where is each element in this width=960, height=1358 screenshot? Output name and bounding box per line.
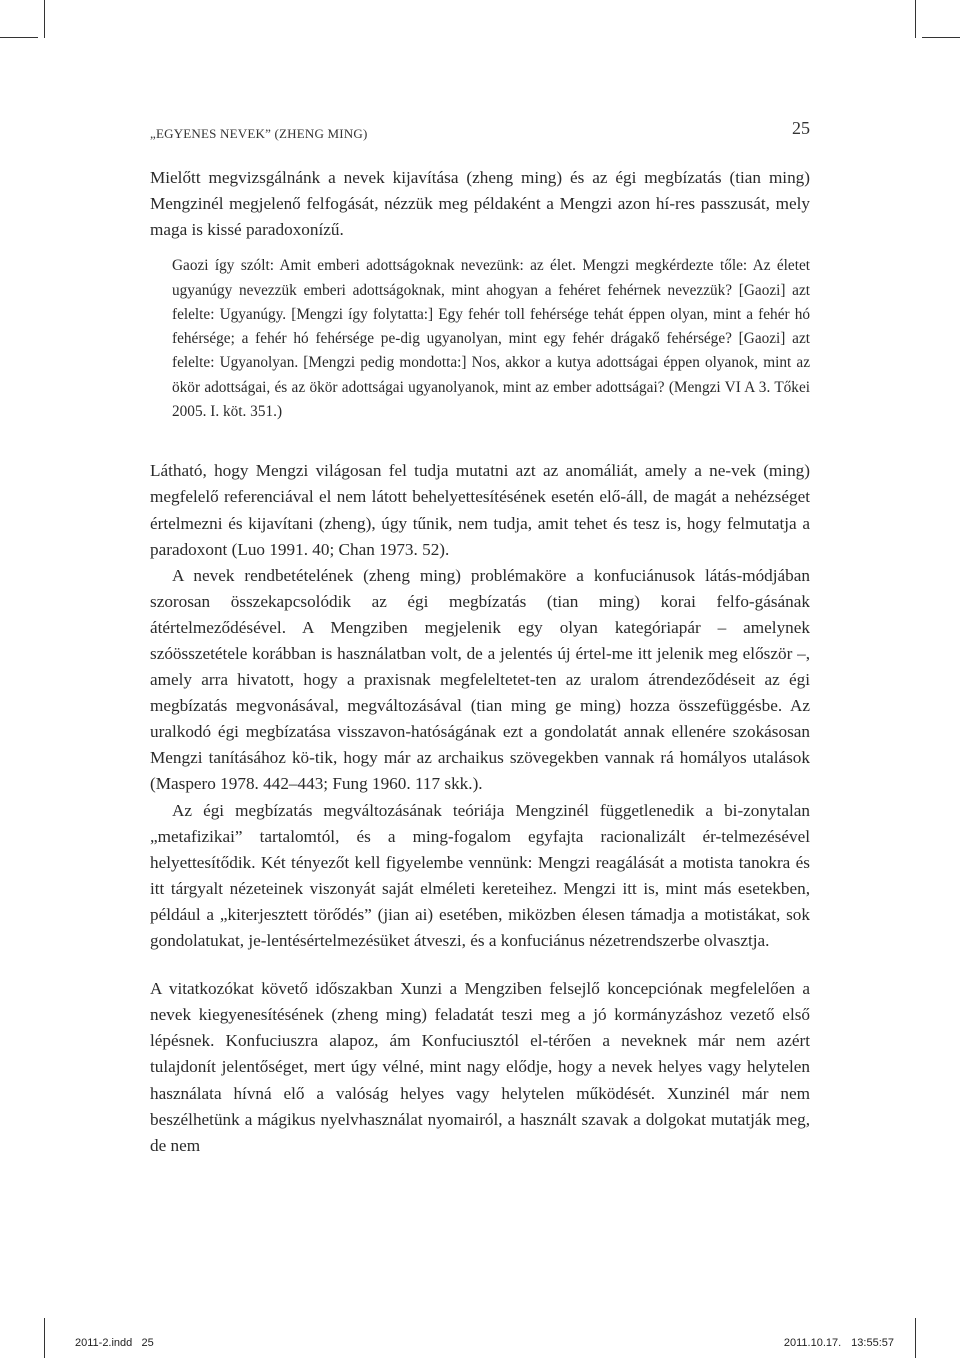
- paragraph-gap: [150, 954, 810, 976]
- paragraph-3: A nevek rendbetételének (zheng ming) problémaköre a konfuciánusok látás-módjában szorosan összekapcsolódik az égi megbízatás (tian ming) korai felfo-gásának átértelmeződésével. A Mengziben megjelenik egy olyan kategóriapár – amelynek szóösszetétele korábban is használatban volt, de a jelentés új értel-me itt jelenik meg először –, amely arra hivatott, hogy a praxisnak megfeleltetet-ten az uralom átrendeződéseit az égi megbízatás megvonásával, megváltozásával (tian ming ge ming) hozza összefüggésbe. Az uralkodó égi megbízatása visszavon-hatóságának ezt a gondolatát annak ellenére szokásosan Mengzi tanításához kö-tik, hogy már az archaikus szövegekben vannak rá homályos utalások (Maspero 1978. 442–443; Fung 1960. 117 skk.).: [150, 565, 810, 794]
- body-text: [150, 165, 810, 1159]
- footer-file: 2011-2.indd 25: [75, 1337, 154, 1349]
- footer-timestamp: [784, 1337, 894, 1349]
- paragraph-4: Az égi megbízatás megváltozásának teóriája Mengzinél függetlenedik a bi-zonytalan „metafizikai” tartalomtól, és a ming-fogalom egyfajta racionalizált ér-telmezésével helyettesítődik. Két tényezőt kell figyelembe vennünk: Mengzi reagálását a motista tanokra és itt tárgyalt nézeteinek viszonyát saját elméleti kereteihez. Mengzi itt is, mint más esetekben, például a „kiterjesztett törődés” (jian ai) esetében, miközben élesen támadja a motistákat, sok gondolatukat, je-lentésértelmezésüket átveszi, és a konfuciánus nézetrendszerbe olvasztja.: [150, 800, 810, 951]
- footer-date: 2011.10.17.: [783, 1337, 842, 1349]
- footer-time: 13:55:57: [851, 1337, 894, 1349]
- page-header: [150, 118, 810, 150]
- print-footer: [0, 1333, 960, 1353]
- page-number: 25: [792, 118, 810, 138]
- block-quote: Gaozi így szólt: Amit emberi adottságoknak nevezünk: az élet. Mengzi megkérdezte tőle: Az életet ugyanúgy nevezzük emberi adottságoknak, mint ahogyan a fehéret fehérnek nevezzük? [Gaozi] azt felelte: Ugyanúgy. [Mengzi így folytatta:] Egy fehér toll fehérsége tehát éppen olyan, mint a fehér hó fehérsége; a fehér hó fehérsége pe-dig ugyanolyan, mint egy fehér drágakő fehérsége? [Gaozi] azt felelte: Ugyanolyan. [Mengzi pedig mondotta:] Nos, akkor a kutya adottságai éppen olyanok, mint az ökör adottságai, és az ökör adottságai ugyanolyanok, mint az ember adottságai? (Mengzi VI A 3. Tőkei 2005. I. köt. 351.): [172, 257, 810, 421]
- paragraph-5: A vitatkozókat követő időszakban Xunzi a Mengziben felsejlő koncepciónak megfelelően a nevek kiegyenesítésének (zheng ming) feladatát teszi meg a jó kormányzáshoz vezető első lépésnek. Konfuciuszra alapoz, ám Konfuciusztól el-térően a neveknek már nem azért tulajdonít jelentőséget, mert úgy vélné, mint nagy elődje, hogy a nevek helyes vagy helytelen használata hívná elő a valóság helyes vagy helytelen működését. Xunzinél már nem beszélhetünk a mágikus nyelvhasználat nyomairól, a használt szavak a dolgokat mutatják meg, de nem: [150, 979, 810, 1155]
- paragraph-intro: Mielőtt megvizsgálnánk a nevek kijavítása (zheng ming) és az égi megbízatás (tian ming) Mengzinél megjelenő felfogását, nézzük meg példaként a Mengzi azon hí-res passzusát, mely maga is kissé paradoxonízű.: [150, 168, 810, 240]
- crop-mark-top-left-h: [0, 37, 38, 38]
- running-head: „EGYENES NEVEK” (ZHENG MING): [150, 126, 368, 141]
- crop-mark-top-right: [915, 0, 916, 38]
- crop-mark-top-right-h: [922, 37, 960, 38]
- paragraph-gap: [150, 436, 810, 458]
- crop-mark-top-left: [44, 0, 45, 38]
- paragraph-2: Látható, hogy Mengzi világosan fel tudja mutatni azt az anomáliát, amely a ne-vek (ming) megfelelő referenciával el nem látott behelyettesítésének esetén elő-áll, de magát a nehézséget értelmezni és kijavítani (zheng), úgy tűnik, nem tudja, amit tehet és tesz is, hogy felmutatja a paradoxont (Luo 1991. 40; Chan 1973. 52).: [150, 461, 810, 559]
